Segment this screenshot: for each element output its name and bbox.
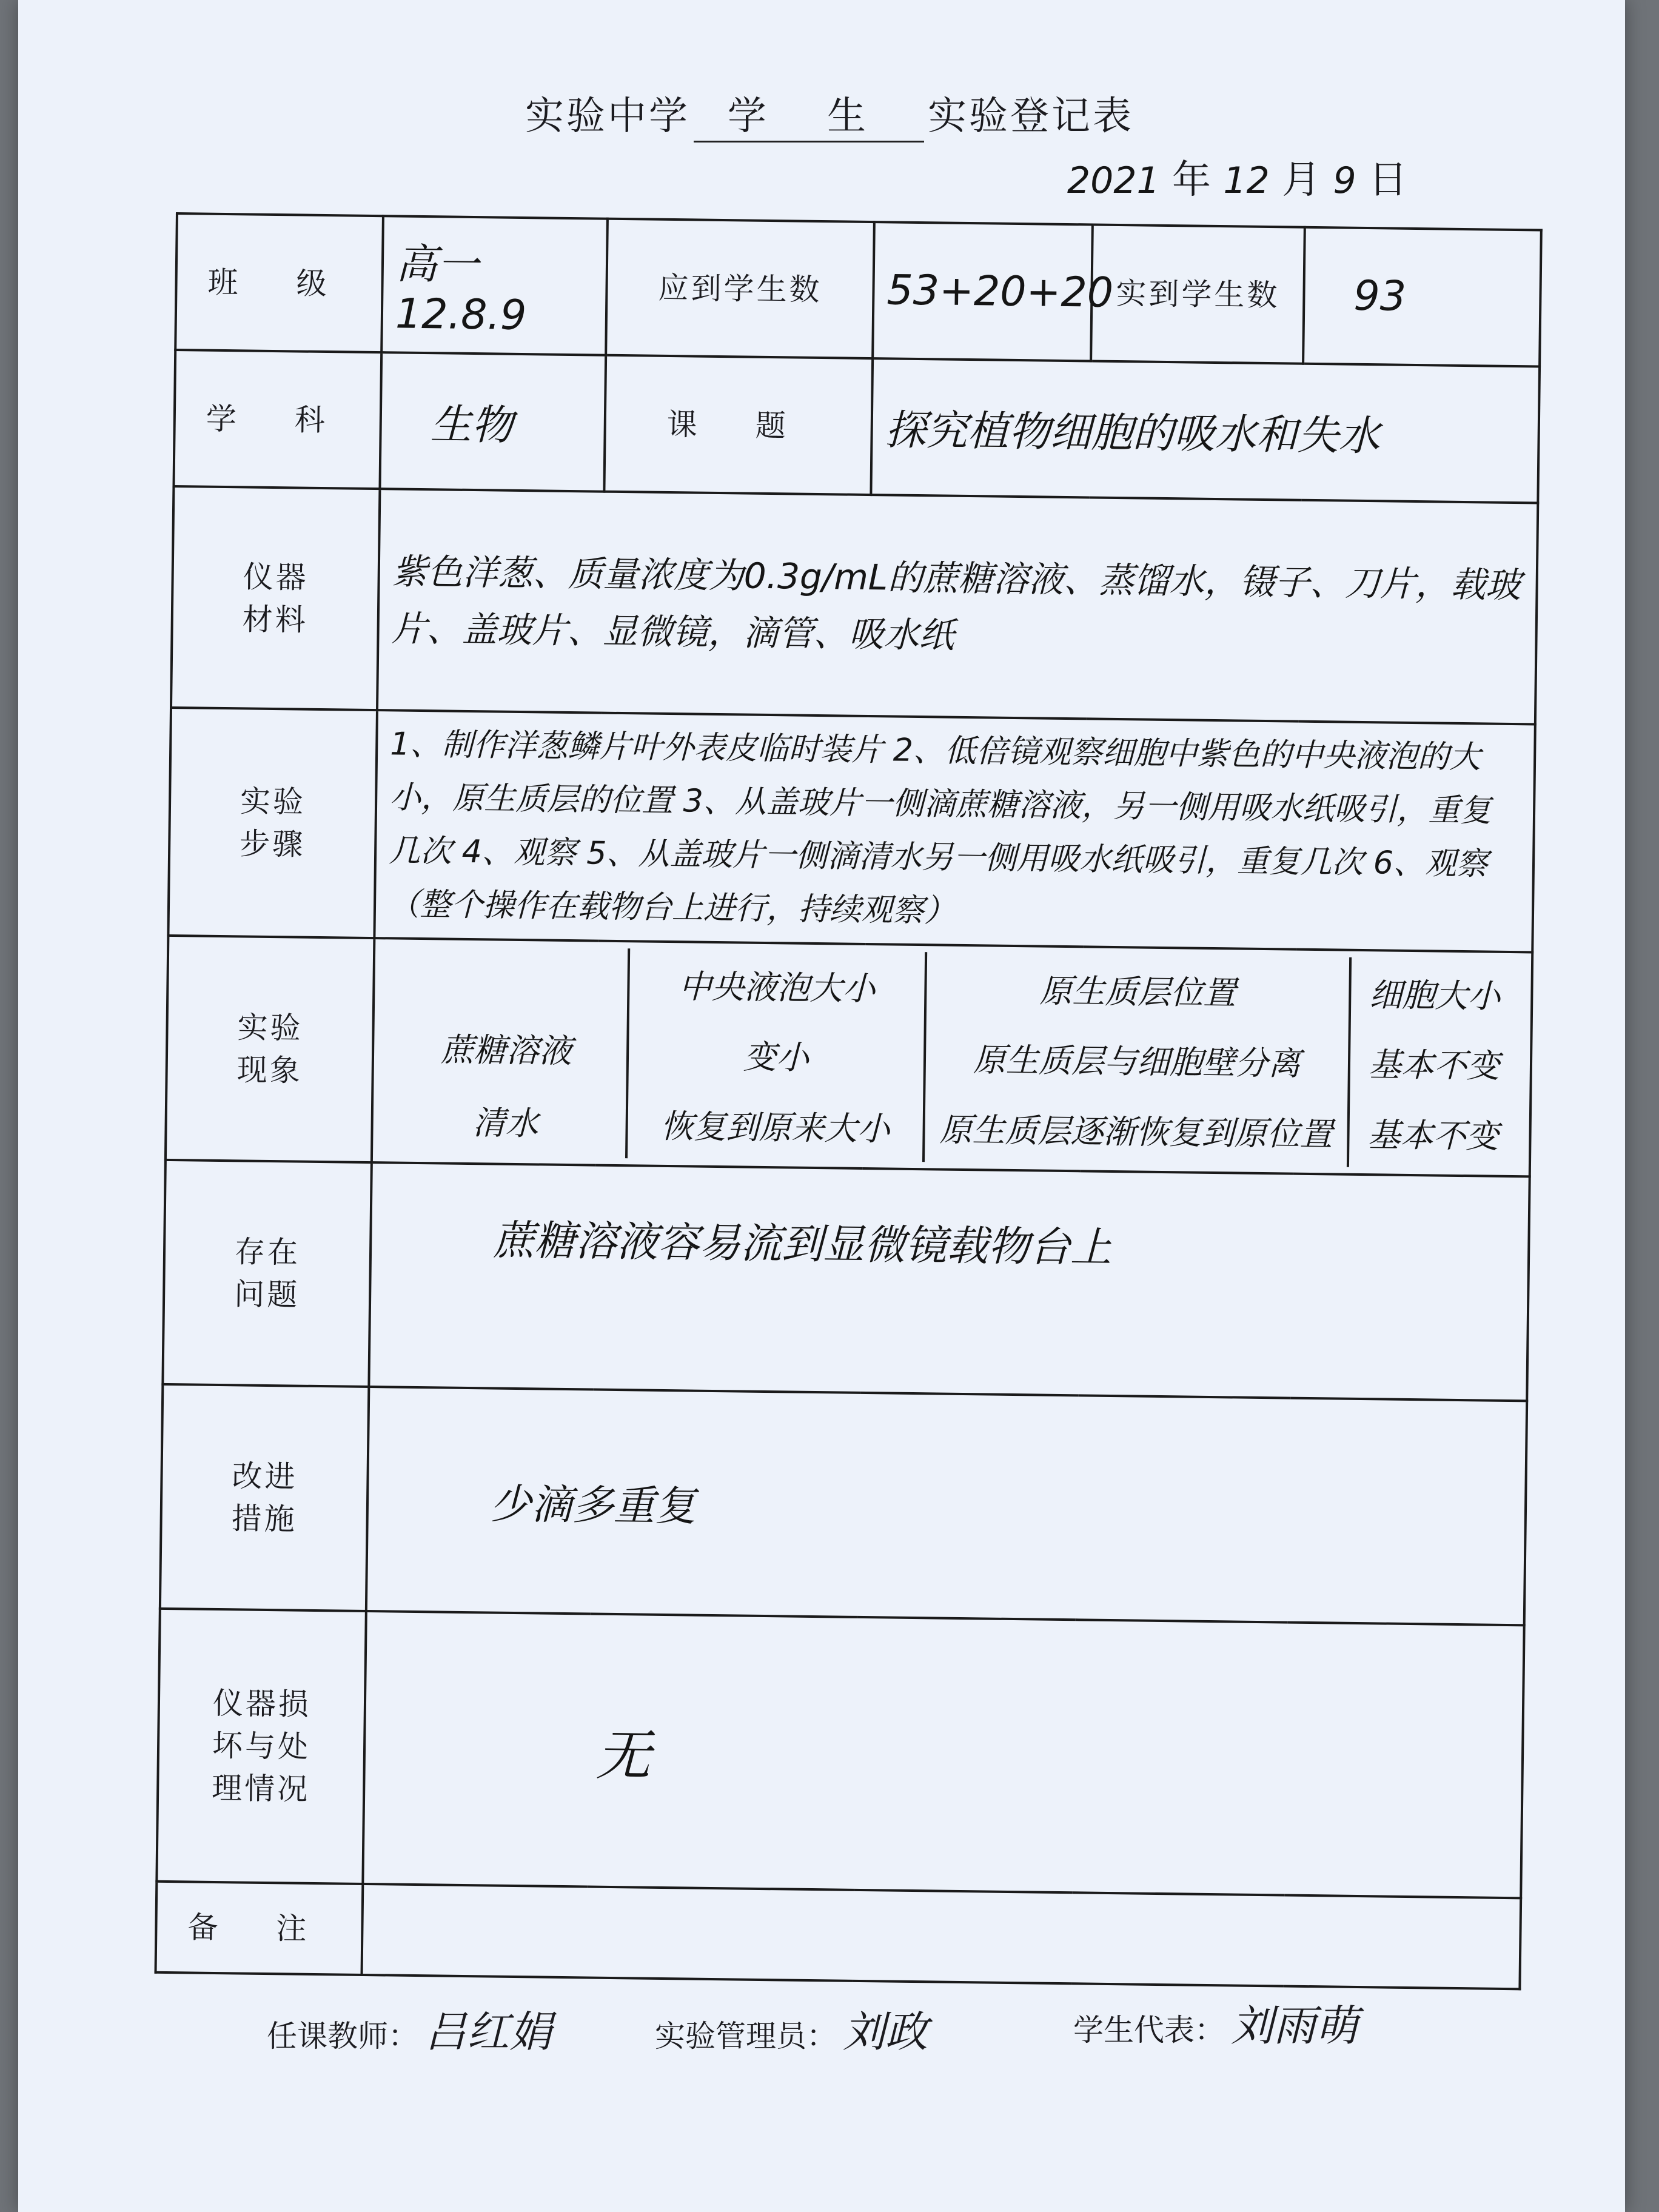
phenomena-col-vacuole [628,948,927,1162]
admin-signature: 刘政 [843,2007,928,2057]
subject-value: 生物 [380,352,606,492]
phenomena-row-labels [385,945,630,1158]
phenomena-cell-size-sucrose: 基本不变 [1368,1045,1500,1086]
phenomena-row-water: 清水 [472,1103,539,1142]
phenomena-label: 实验现象 [166,936,374,1162]
date-month: 12 [1223,159,1270,202]
row-materials [171,486,1538,724]
date-day: 9 [1333,159,1356,202]
form-title [0,85,1659,142]
footer-teacher [267,1998,552,2059]
date-year: 2021 [1067,159,1160,202]
phenomena-header-protoplast: 原生质层位置 [1039,971,1236,1013]
phenomena-protoplast-sucrose: 原生质层与细胞壁分离 [973,1041,1301,1084]
improvements-value: 少滴多重复 [366,1387,1527,1625]
date-year-unit: 年 [1172,158,1212,203]
materials-value: 紫色洋葱、质量浓度为0.3g/mL的蔗糖溶液、蒸馏水，镊子、刀片，载玻片、盖玻片、显微镜，滴管、吸水纸 [377,489,1538,724]
title-suffix: 实验登记表 [928,94,1134,139]
damage-value: 无 [363,1611,1524,1898]
phenomena-cell-size-water: 基本不变 [1367,1115,1499,1156]
phenomena-col-cell-size [1349,957,1519,1169]
steps-label: 实验步骤 [168,708,377,938]
row-damage [156,1609,1524,1898]
row-class [175,213,1541,366]
student-signature: 刘雨萌 [1231,2001,1358,2051]
class-label: 班 级 [175,213,383,352]
problems-value: 蔗糖溶液容易流到显微镜载物台上 [369,1162,1529,1401]
subject-label: 学 科 [173,350,381,489]
title-blank-student: 学 生 [694,85,924,142]
notes-value [362,1884,1521,1989]
admin-label: 实验管理员： [655,2019,837,2054]
phenomena-header-vacuole: 中央液泡大小 [679,967,876,1008]
row-notes [156,1882,1521,1989]
notes-label: 备 注 [156,1882,363,1975]
improvements-label: 改进措施 [160,1384,369,1611]
materials-label: 仪器材料 [171,486,380,710]
date-day-unit: 日 [1368,158,1407,203]
row-steps [168,708,1535,952]
row-subject [173,350,1540,503]
actual-students-label: 实到学生数 [1091,224,1305,363]
topic-label: 课 题 [604,355,873,495]
expected-students-label: 应到学生数 [606,219,874,358]
footer-student [1073,1992,1358,2053]
expected-students-value: 53+20+20 [873,222,1093,361]
title-prefix: 实验中学 [525,94,690,139]
phenomena-header-cell-size: 细胞大小 [1369,976,1501,1016]
footer-admin [655,1998,928,2059]
actual-students-value: 93 [1303,227,1541,367]
phenomena-vacuole-water: 恢复到原来大小 [660,1107,891,1148]
steps-value: 1、制作洋葱鳞片叶外表皮临时装片 2、低倍镜观察细胞中紫色的中央液泡的大小，原生质层的位置 3、从盖玻片一侧滴蔗糖溶液，另一侧用吸水纸吸引，重复几次 4、观察 5、从盖玻片一侧滴清水另一侧用吸水纸吸引，重复几次 6、观察（整个操作在载物台上进行，持续观察） [374,710,1535,952]
row-improvements [160,1384,1527,1625]
phenomena-grid [372,938,1532,1176]
phenomena-col-protoplast [925,952,1352,1167]
phenomena-protoplast-water: 原生质层逐渐恢复到原位置 [939,1110,1333,1154]
row-problems [163,1160,1529,1401]
registration-table [155,212,1543,1990]
problems-label: 存在问题 [163,1160,371,1387]
damage-label: 仪器损坏与处理情况 [156,1609,366,1884]
date-month-unit: 月 [1282,158,1321,203]
phenomena-row-sucrose: 蔗糖溶液 [440,1030,572,1070]
class-value: 高一12.8.9 [381,216,608,355]
student-label: 学生代表： [1073,2013,1225,2048]
phenomena-vacuole-sucrose: 变小 [743,1038,809,1078]
topic-value: 探究植物细胞的吸水和失水 [871,358,1540,503]
row-phenomena [166,936,1532,1176]
teacher-label: 任课教师： [267,2019,418,2054]
form-date [1067,149,1407,204]
teacher-signature: 吕红娟 [424,2007,552,2057]
